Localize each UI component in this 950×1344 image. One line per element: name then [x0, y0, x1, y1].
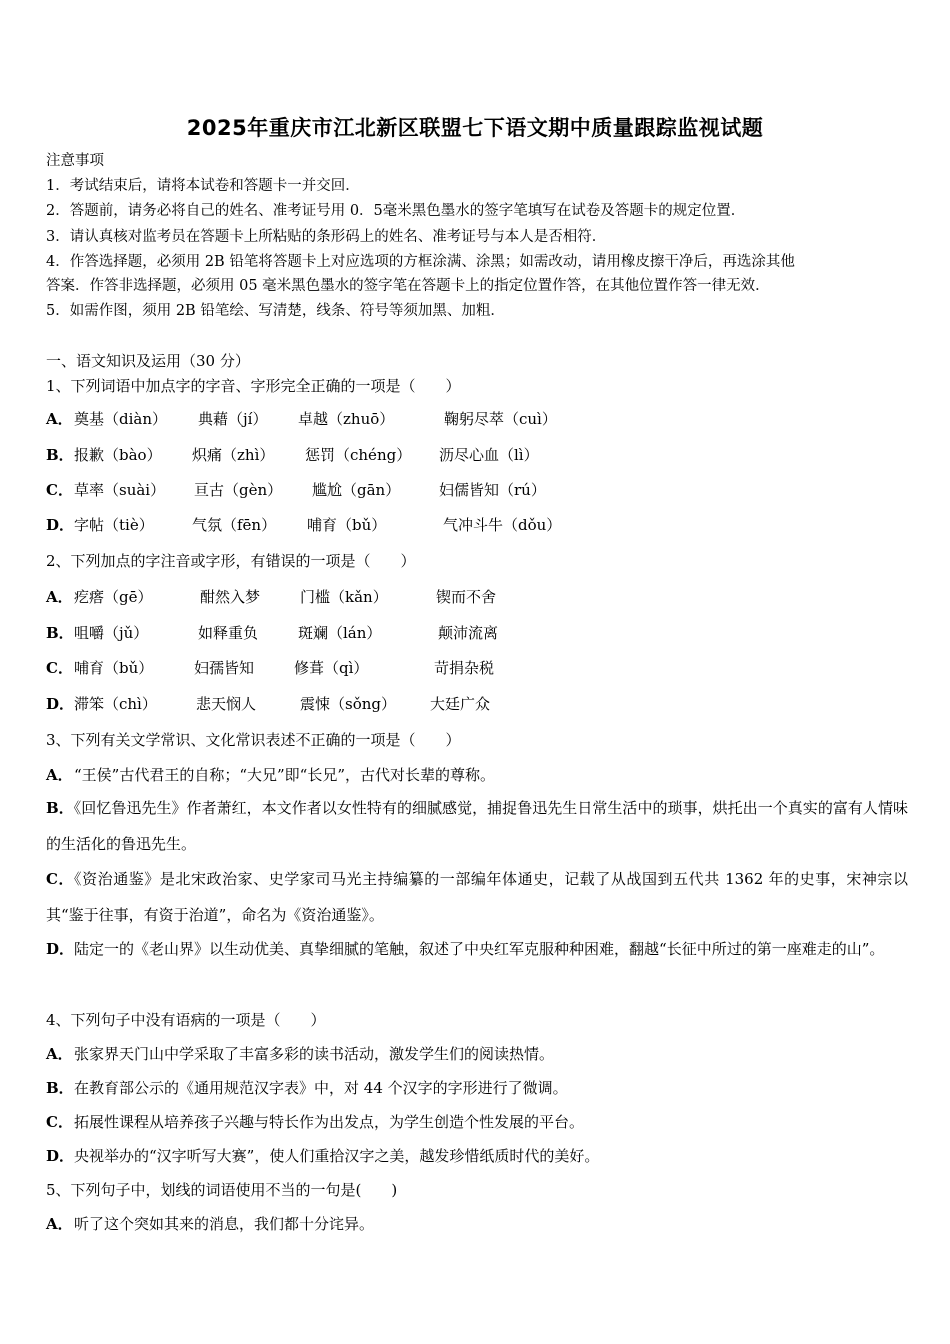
q2-option-b[interactable] [46, 623, 498, 643]
q3-option-b[interactable] [46, 790, 908, 862]
notice-item: 5．如需作图，须用 2B 铅笔绘、写清楚，线条、符号等须加黑、加粗． [46, 303, 505, 319]
q2-option-d[interactable] [46, 694, 490, 714]
option-letter: C． [46, 1113, 73, 1131]
page-title: 2025年重庆市江北新区联盟七下语文期中质量跟踪监视试题 [186, 116, 764, 140]
option-letter: B． [46, 1079, 74, 1097]
option-text: 央视举办的“汉字听写大赛”，使人们重拾汉字之美，越发珍惜纸质时代的美好。 [74, 1147, 600, 1165]
q4-option-a[interactable] [46, 1044, 554, 1064]
option-word: 典藉（jí） [198, 410, 268, 428]
option-text: “王侯”古代君王的自称；“大兄”即“长兄”，古代对长辈的尊称。 [74, 766, 496, 784]
notice-heading: 注意事项 [46, 153, 104, 169]
option-word: 尴尬（gān） [312, 481, 401, 499]
option-word: 炽痛（zhì） [192, 446, 275, 464]
option-word: 咀嚼（jǔ） [74, 624, 149, 642]
notice-item: 4．作答选择题，必须用 2B 铅笔将答题卡上对应选项的方框涂满、涂黑；如需改动，请用橡皮擦干净后，再选涂其他 [46, 254, 795, 270]
option-text: 在教育部公示的《通用规范汉字表》中，对 44 个汉字的字形进行了微调。 [74, 1079, 568, 1097]
question-1-stem: 1、下列词语中加点字的字音、字形完全正确的一项是（ ） [46, 377, 461, 395]
option-word: 气氛（fēn） [192, 516, 277, 534]
q3-option-c[interactable] [46, 861, 908, 933]
option-letter: D． [46, 695, 75, 713]
option-letter: C． [46, 870, 75, 888]
option-text: 《资治通鉴》是北宋政治家、史学家司马光主持编纂的一部编年体通史，记载了从战国到五代共 1362 年的史事，宋神宗以其“鉴于往事，有资于治道”，命名为《资治通鉴》。 [46, 870, 908, 924]
option-word: 修葺（qì） [294, 659, 369, 677]
option-text: 张家界天门山中学采取了丰富多彩的读书活动，激发学生们的阅读热情。 [74, 1045, 555, 1063]
notice-item: 答案．作答非选择题，必须用 05 毫米黑色墨水的签字笔在答题卡上的指定位置作答，在其他位置作答一律无效． [46, 278, 770, 294]
option-word: 卓越（zhuō） [298, 410, 395, 428]
question-4-stem: 4、下列句子中没有语病的一项是（ ） [46, 1011, 326, 1029]
option-word: 如释重负 [198, 624, 259, 642]
option-word: 气冲斗牛（dǒu） [443, 516, 562, 534]
option-word: 惩罚（chéng） [305, 446, 412, 464]
notice-item: 1．考试结束后，请将本试卷和答题卡一并交回． [46, 178, 360, 194]
option-word: 斑斓（lán） [298, 624, 382, 642]
option-letter: D． [46, 1147, 75, 1165]
q1-option-c[interactable] [46, 480, 546, 500]
option-word: 妇儒皆知（rú） [439, 481, 546, 499]
option-letter: B． [46, 446, 74, 464]
option-word: 哺育（bǔ） [74, 659, 154, 677]
q1-option-b[interactable] [46, 445, 539, 465]
option-letter: A． [46, 588, 73, 606]
q1-option-a[interactable] [46, 409, 557, 429]
option-letter: B． [46, 799, 74, 817]
option-word: 鞠躬尽萃（cuì） [444, 410, 557, 428]
notice-item: 2．答题前，请务必将自己的姓名、准考证号用 0．5毫米黑色墨水的签字笔填写在试卷及答题卡的规定位置． [46, 203, 746, 219]
option-word: 酣然入梦 [200, 588, 261, 606]
option-letter: A． [46, 410, 73, 428]
option-word: 沥尽心血（lì） [439, 446, 539, 464]
notice-item: 3．请认真核对监考员在答题卡上所粘贴的条形码上的姓名、准考证号与本人是否相符． [46, 229, 607, 245]
option-text: 陆定一的《老山界》以生动优美、真挚细腻的笔触，叙述了中央红军克服种种困难，翻越“长征中所过的第一座难走的山”。 [74, 940, 885, 958]
option-word: 亘古（gèn） [194, 481, 283, 499]
option-letter: C． [46, 481, 73, 499]
q2-option-a[interactable] [46, 587, 496, 607]
option-letter: C． [46, 659, 73, 677]
option-letter: A． [46, 766, 73, 784]
option-word: 大廷广众 [430, 695, 491, 713]
option-word: 锲而不舍 [436, 588, 497, 606]
option-word: 草率（suài） [74, 481, 166, 499]
option-word: 报歉（bào） [74, 446, 162, 464]
option-text: 拓展性课程从培养孩子兴趣与特长作为出发点，为学生创造个性发展的平台。 [74, 1113, 585, 1131]
question-5-stem: 5、下列句子中，划线的词语使用不当的一句是( ) [46, 1181, 398, 1199]
option-word: 字帖（tiè） [74, 516, 154, 534]
option-letter: A． [46, 1045, 73, 1063]
option-letter: D． [46, 516, 75, 534]
q4-option-b[interactable] [46, 1078, 568, 1098]
q4-option-c[interactable] [46, 1112, 584, 1132]
q5-option-a[interactable] [46, 1214, 374, 1234]
option-letter: B． [46, 624, 74, 642]
q3-option-a[interactable] [46, 765, 495, 785]
option-text: 《回忆鲁迅先生》作者萧红，本文作者以女性特有的细腻感觉，捕捉鲁迅先生日常生活中的琐事，烘托出一个真实的富有人情味的生活化的鲁迅先生。 [46, 799, 908, 853]
q4-option-d[interactable] [46, 1146, 599, 1166]
option-word: 苛捐杂税 [434, 659, 495, 677]
option-word: 震悚（sǒng） [300, 695, 396, 713]
option-word: 疙瘩（gē） [74, 588, 153, 606]
q2-option-c[interactable] [46, 658, 494, 678]
option-word: 悲天悯人 [196, 695, 257, 713]
option-word: 颠沛流离 [438, 624, 499, 642]
question-2-stem: 2、下列加点的字注音或字形，有错误的一项是（ ） [46, 552, 416, 570]
section-heading: 一、语文知识及运用（30 分） [46, 352, 250, 370]
option-word: 妇孺皆知 [194, 659, 255, 677]
option-word: 奠基（diàn） [74, 410, 168, 428]
option-text: 听了这个突如其来的消息，我们都十分诧异。 [74, 1215, 375, 1233]
option-word: 哺育（bǔ） [307, 516, 387, 534]
option-letter: A． [46, 1215, 73, 1233]
option-word: 滞笨（chì） [74, 695, 157, 713]
option-word: 门槛（kǎn） [300, 588, 388, 606]
q1-option-d[interactable] [46, 515, 561, 535]
question-3-stem: 3、下列有关文学常识、文化常识表述不正确的一项是（ ） [46, 731, 461, 749]
q3-option-d[interactable] [46, 931, 908, 967]
option-letter: D． [46, 940, 75, 958]
